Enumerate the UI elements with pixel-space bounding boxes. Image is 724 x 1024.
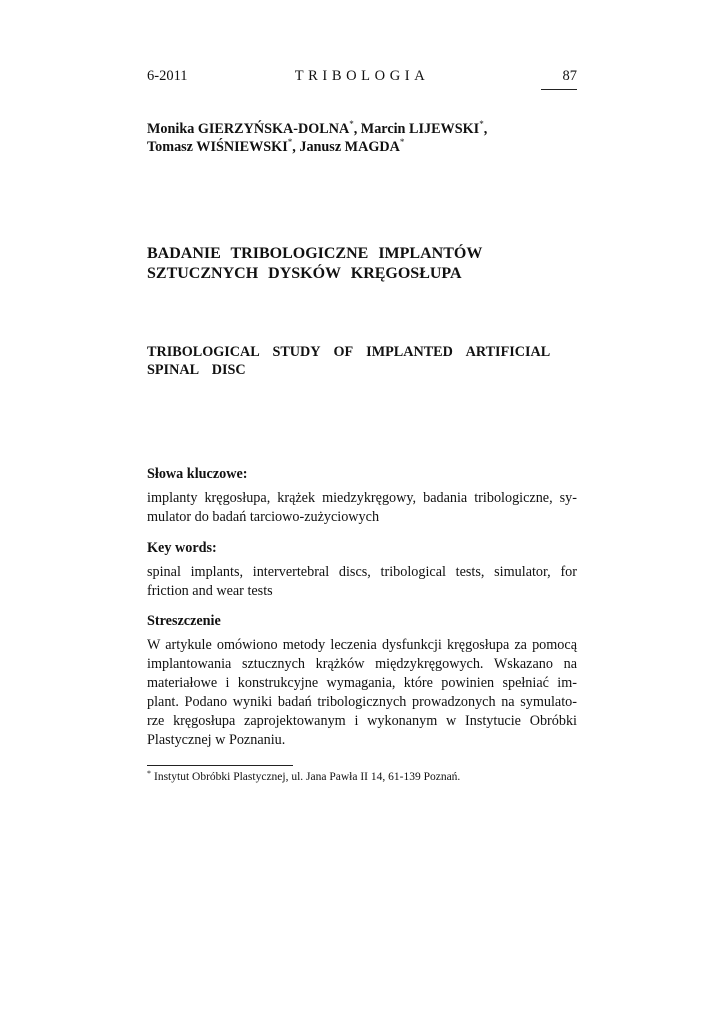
header-rule — [541, 89, 577, 90]
footnote-text: Instytut Obróbki Plastycznej, ul. Jana Pawła II 14, 61-139 Poznań. — [154, 771, 461, 783]
abstract-line: W artykule omówiono metody leczenia dysfunkcji kręgosłupa za pomocą — [147, 637, 577, 653]
abstract-line: Plastycznej w Poznaniu. — [147, 732, 286, 748]
keywords-en-line: friction and wear tests — [147, 583, 273, 599]
footnote-mark: * — [147, 769, 151, 778]
keywords-pl-heading: Słowa kluczowe: — [147, 466, 248, 482]
issue-number: 6-2011 — [147, 68, 188, 84]
title-polish — [147, 244, 587, 284]
author-name: Marcin LIJEWSKI — [360, 121, 480, 137]
affiliation-mark: * — [479, 119, 484, 129]
authors-block — [147, 120, 587, 156]
author-separator: , — [292, 139, 300, 155]
page-number: 87 — [562, 68, 577, 84]
journal-name: TRIBOLOGIA — [294, 68, 430, 84]
author-name: Monika GIERZYŃSKA-DOLNA — [147, 121, 350, 137]
footnote-rule — [147, 765, 293, 766]
title-english — [147, 343, 587, 379]
abstract-line: materiałowe i konstrukcyjne wymagania, które powinien spełniać im- — [147, 675, 577, 691]
affiliation-mark: * — [349, 119, 354, 129]
abstract-line: implantowania sztucznych krążków międzykręgowych. Wskazano na — [147, 656, 577, 672]
title-english-line: TRIBOLOGICAL STUDY OF IMPLANTED ARTIFICIAL — [147, 344, 551, 360]
keywords-pl-line: mulator do badań tarciowo-zużyciowych — [147, 509, 380, 525]
authors-line-2 — [147, 138, 587, 156]
keywords-en-heading: Key words: — [147, 540, 217, 556]
title-polish-line: BADANIE TRIBOLOGICZNE IMPLANTÓW — [147, 245, 483, 262]
keywords-pl-line: implanty kręgosłupa, krążek miedzykręgowy, badania tribologiczne, sy- — [147, 490, 577, 506]
affiliation-mark: * — [399, 137, 405, 147]
affiliation-mark: * — [287, 137, 293, 147]
title-english-line: SPINAL DISC — [147, 362, 246, 378]
footnote — [147, 771, 460, 783]
author-name: Tomasz WIŚNIEWSKI — [147, 139, 288, 155]
abstract-line: rze kręgosłupa zaprojektowanym i wykonanym w Instytucie Obróbki — [147, 713, 577, 729]
author-separator: , — [353, 121, 361, 137]
authors-line-1 — [147, 120, 587, 138]
keywords-en-line: spinal implants, intervertebral discs, tribological tests, simulator, for — [147, 564, 577, 580]
abstract-line: plant. Podano wyniki badań tribologicznych prowadzonych na symulato- — [147, 694, 577, 710]
keywords-en-body — [147, 563, 577, 601]
title-polish-line: SZTUCZNYCH DYSKÓW KRĘGOSŁUPA — [147, 265, 462, 282]
abstract-heading: Streszczenie — [147, 613, 221, 629]
abstract-body — [147, 636, 577, 750]
running-header — [147, 68, 577, 88]
author-name: Janusz MAGDA — [299, 139, 400, 155]
author-separator: , — [483, 121, 488, 137]
keywords-pl-body — [147, 489, 577, 527]
